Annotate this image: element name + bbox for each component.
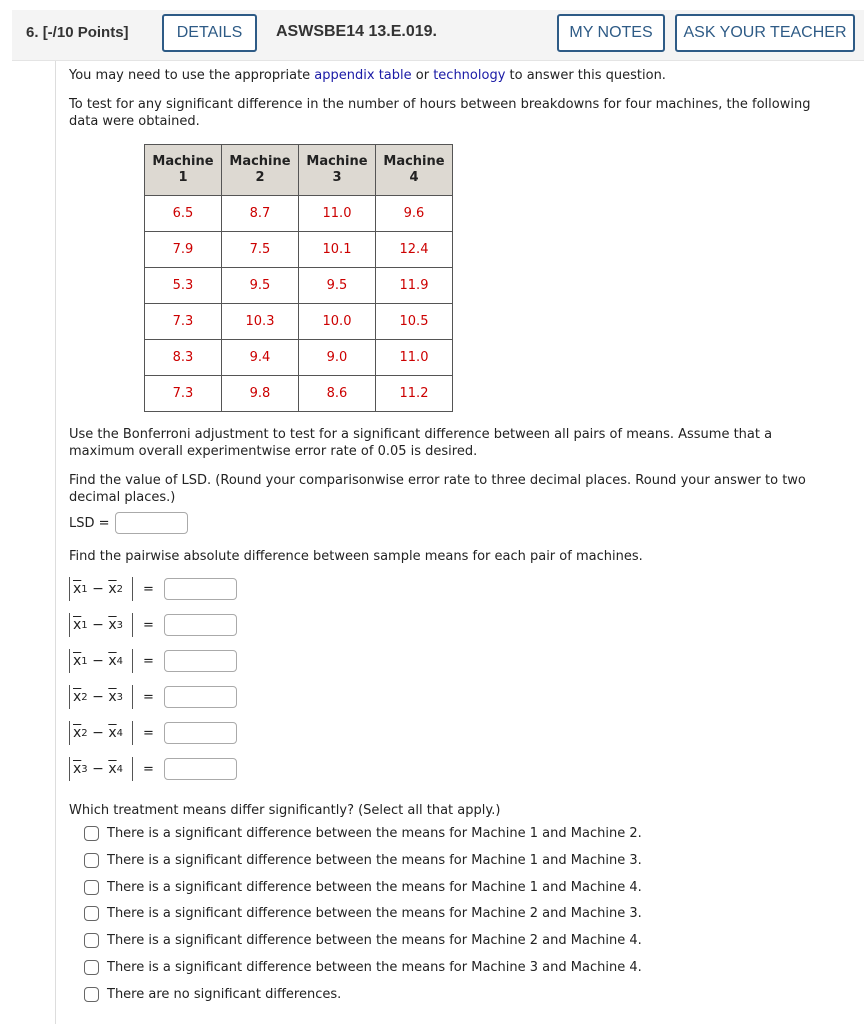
column-header: Machine 1 (145, 145, 222, 196)
question-code: ASWSBE14 13.E.019. (276, 23, 437, 40)
table-cell: 6.5 (145, 196, 222, 232)
technology-link[interactable]: technology (433, 68, 506, 83)
equals-sign: = (143, 617, 154, 633)
option-checkbox-row[interactable] (84, 906, 642, 921)
option-checkbox-row[interactable] (84, 826, 642, 841)
option-checkbox-row[interactable] (84, 880, 642, 895)
ask-teacher-button[interactable]: ASK YOUR TEACHER (675, 14, 855, 52)
checkbox[interactable] (84, 853, 99, 868)
abs-difference-expression: $\overline{x}$ 1 − $\overline{x}$ 4 (69, 649, 133, 673)
table-cell: 9.5 (299, 268, 376, 304)
table-cell: 10.5 (376, 304, 453, 340)
table-cell: 11.2 (376, 376, 453, 412)
table-cell: 11.9 (376, 268, 453, 304)
bonferroni-text: Use the Bonferroni adjustment to test for a significant difference between all pairs of means. Assume that a maximum overall experimentwise error rate of 0.05 is desired. (69, 427, 773, 459)
column-header: Machine 3 (299, 145, 376, 196)
table-cell: 9.5 (222, 268, 299, 304)
details-button[interactable]: DETAILS (162, 14, 257, 52)
equals-sign: = (143, 689, 154, 705)
table-cell: 5.3 (145, 268, 222, 304)
table-cell: 11.0 (376, 340, 453, 376)
column-header: Machine 2 (222, 145, 299, 196)
table-row (145, 304, 453, 340)
table-row (145, 340, 453, 376)
option-label: There are no significant differences. (107, 986, 342, 1002)
table-row (145, 376, 453, 412)
checkbox[interactable] (84, 987, 99, 1002)
option-checkbox-row[interactable] (84, 987, 341, 1002)
option-label: There is a significant difference between the means for Machine 1 and Machine 4. (107, 879, 642, 895)
data-table (144, 144, 453, 412)
pair-row (69, 577, 237, 601)
option-checkbox-row[interactable] (84, 960, 642, 975)
pair-difference-input[interactable] (164, 614, 237, 636)
table-cell: 8.6 (299, 376, 376, 412)
pair-row (69, 721, 237, 745)
checkbox[interactable] (84, 933, 99, 948)
table-cell: 10.0 (299, 304, 376, 340)
pair-difference-input[interactable] (164, 650, 237, 672)
checkbox[interactable] (84, 906, 99, 921)
table-cell: 7.5 (222, 232, 299, 268)
table-row (145, 232, 453, 268)
intro-text: You may need to use the appropriate appendix table or technology to answer this question. (69, 68, 666, 83)
checkbox[interactable] (84, 960, 99, 975)
my-notes-button[interactable]: MY NOTES (557, 14, 665, 52)
pair-prompt: Find the pairwise absolute difference between sample means for each pair of machines. (69, 549, 643, 564)
lsd-label: LSD = (69, 515, 110, 531)
option-label: There is a significant difference between the means for Machine 3 and Machine 4. (107, 960, 642, 975)
equals-sign: = (143, 761, 154, 777)
pair-row (69, 613, 237, 637)
table-cell: 7.3 (145, 304, 222, 340)
option-label: There is a significant difference between the means for Machine 2 and Machine 3. (107, 906, 642, 922)
option-label: There is a significant difference between the means for Machine 1 and Machine 2. (107, 826, 642, 841)
pair-difference-input[interactable] (164, 578, 237, 600)
table-cell: 9.6 (376, 196, 453, 232)
pair-row (69, 757, 237, 781)
table-cell: 8.3 (145, 340, 222, 376)
select-prompt: Which treatment means differ significantly? (Select all that apply.) (69, 803, 501, 818)
appendix-table-link[interactable]: appendix table (314, 68, 412, 83)
table-cell: 9.0 (299, 340, 376, 376)
abs-difference-expression: $\overline{x}$ 2 − $\overline{x}$ 4 (69, 721, 133, 745)
table-cell: 10.1 (299, 232, 376, 268)
abs-difference-expression: $\overline{x}$ 2 − $\overline{x}$ 3 (69, 685, 133, 709)
option-checkbox-row[interactable] (84, 853, 642, 868)
checkbox[interactable] (84, 826, 99, 841)
lsd-row (69, 512, 839, 534)
pair-difference-input[interactable] (164, 722, 237, 744)
abs-difference-expression: $\overline{x}$ 1 − $\overline{x}$ 2 (69, 577, 133, 601)
pair-difference-input[interactable] (164, 758, 237, 780)
pair-difference-input[interactable] (164, 686, 237, 708)
table-cell: 10.3 (222, 304, 299, 340)
option-label: There is a significant difference between the means for Machine 2 and Machine 4. (107, 933, 642, 949)
abs-difference-expression: $\overline{x}$ 1 − $\overline{x}$ 3 (69, 613, 133, 637)
pair-row (69, 649, 237, 673)
lsd-prompt: Find the value of LSD. (Round your comparisonwise error rate to three decimal places. Round your answer to two decimal places.) (69, 473, 806, 505)
table-cell: 9.8 (222, 376, 299, 412)
table-cell: 8.7 (222, 196, 299, 232)
question-number: 6. [-/10 Points] (26, 24, 129, 41)
abs-difference-expression: $\overline{x}$ 3 − $\overline{x}$ 4 (69, 757, 133, 781)
table-cell: 7.9 (145, 232, 222, 268)
table-cell: 9.4 (222, 340, 299, 376)
table-row (145, 268, 453, 304)
table-row (145, 196, 453, 232)
column-header: Machine 4 (376, 145, 453, 196)
checkbox[interactable] (84, 880, 99, 895)
lsd-input[interactable] (115, 512, 188, 534)
question-header (12, 10, 864, 61)
question-body (55, 61, 864, 1024)
equals-sign: = (143, 725, 154, 741)
table-cell: 11.0 (299, 196, 376, 232)
problem-text: To test for any significant difference in the number of hours between breakdowns for four machines, the following data were obtained. (69, 97, 811, 129)
equals-sign: = (143, 581, 154, 597)
table-cell: 7.3 (145, 376, 222, 412)
table-cell: 12.4 (376, 232, 453, 268)
pair-row (69, 685, 237, 709)
option-label: There is a significant difference between the means for Machine 1 and Machine 3. (107, 852, 642, 868)
option-checkbox-row[interactable] (84, 933, 642, 948)
equals-sign: = (143, 653, 154, 669)
